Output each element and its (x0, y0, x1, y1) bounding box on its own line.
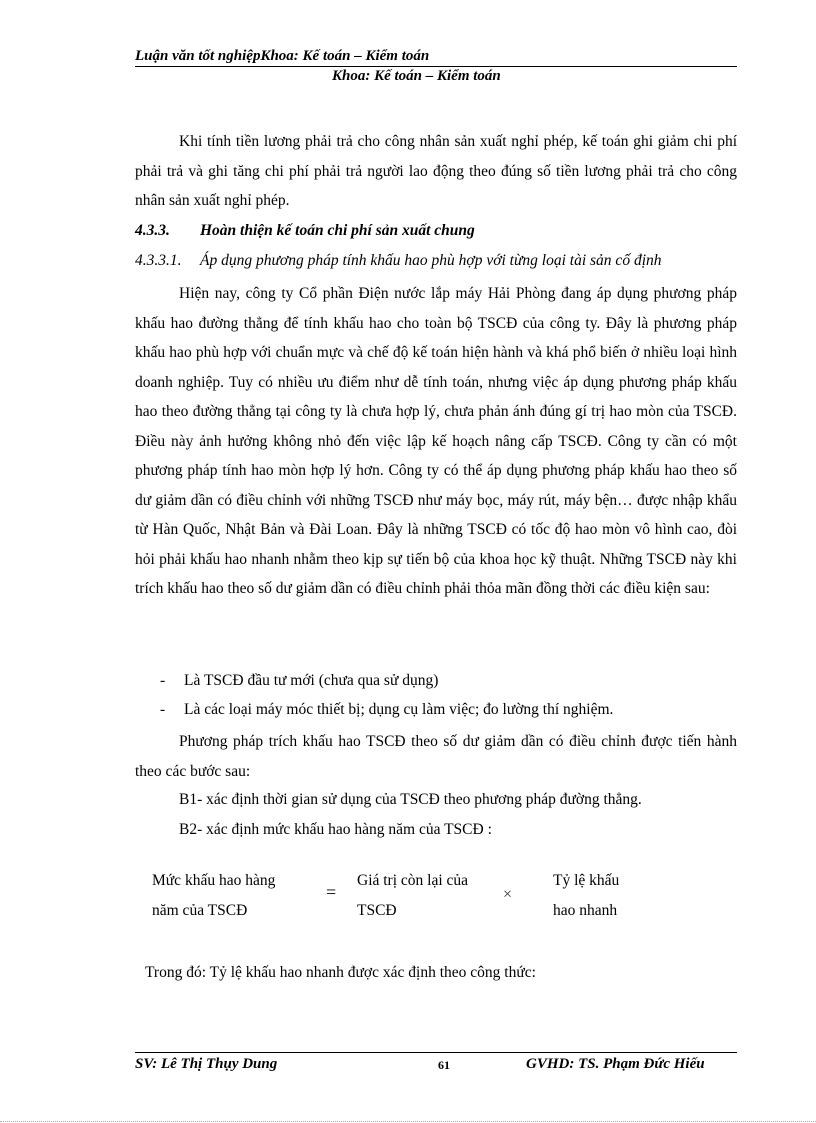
formula-mid-line1: Giá trị còn lại của (357, 872, 469, 889)
subsection-number: 4.3.3.1. (135, 252, 182, 269)
bullet-text: Là các loại máy móc thiết bị; dụng cụ làm việc; đo lường thí nghiệm. (184, 701, 614, 718)
section-heading (135, 222, 737, 240)
equals-sign: = (326, 882, 337, 902)
header-title: Luận văn tốt nghiệpKhoa: Kế toán – Kiểm toán (135, 48, 430, 64)
paragraph-4: Trong đó: Tỷ lệ khấu hao nhanh được xác định theo công thức: (145, 964, 536, 981)
formula-rhs (553, 866, 653, 926)
header-rule (135, 66, 737, 67)
page-edge (0, 1121, 816, 1122)
bullet-text: Là TSCĐ đầu tư mới (chưa qua sử dụng) (184, 672, 439, 689)
bullet-item: - Là TSCĐ đầu tư mới (chưa qua sử dụng) (160, 672, 439, 689)
section-title: Hoàn thiện kế toán chi phí sản xuất chung (200, 222, 475, 239)
section-number: 4.3.3. (135, 222, 170, 239)
formula-lhs-text: Mức khấu hao hàng (152, 872, 276, 889)
step-2: B2- xác định mức khấu hao hàng năm của TSCĐ : (179, 821, 492, 838)
paragraph-3: Phương pháp trích khấu hao TSCĐ theo số dư giảm dần có điều chỉnh được tiến hành theo các bước sau: (135, 733, 737, 780)
formula-lhs-line1 (152, 866, 312, 896)
formula-lhs-line2: năm của TSCĐ (152, 902, 248, 919)
formula-mid-line2: TSCĐ (357, 902, 397, 919)
subsection-heading (135, 252, 745, 270)
footer-student: SV: Lê Thị Thụy Dung (135, 1056, 278, 1072)
step-1: B1- xác định thời gian sử dụng của TSCĐ theo phương pháp đường thẳng. (179, 791, 642, 808)
formula-rhs-line2: hao nhanh (553, 902, 618, 919)
footer-advisor: GVHD: TS. Phạm Đức Hiếu (526, 1056, 705, 1072)
bullet-item: - Là các loại máy móc thiết bị; dụng cụ làm việc; đo lường thí nghiệm. (160, 701, 614, 718)
paragraph-1: Khi tính tiền lương phải trả cho công nhân sản xuất nghỉ phép, kế toán ghi giảm chi phí phải trả và ghi tăng chi phí phải trả người lao động theo đúng số tiền lương phải trả cho công nhân sản xuất nghỉ phép. (135, 133, 737, 209)
paragraph-2: Hiện nay, công ty Cổ phần Điện nước lắp máy Hải Phòng đang áp dụng phương pháp khấu hao đường thẳng để tính khấu hao cho toàn bộ TSCĐ của công ty. Đây là phương pháp khấu hao phù hợp với chuẩn mực và chế độ kế toán hiện hành và khá phổ biến ở nhiều loại hình doanh nghiệp. Tuy có nhiều ưu điểm như dễ tính toán, nhưng việc áp dụng phương pháp khấu hao theo đường thẳng tại công ty là chưa hợp lý, chưa phản ánh đúng gí trị hao mòn của TSCĐ. Điều này ảnh hưởng không nhỏ đến việc lập kế hoạch nâng cấp TSCĐ. Công ty cần có một phương pháp tính hao mòn hợp lý hơn. Công ty có thể áp dụng phương pháp khấu hao theo số dư giảm dần có điều chỉnh với những TSCĐ như máy bọc, máy rút, máy bện… được nhập khẩu từ Hàn Quốc, Nhật Bản và Đài Loan. Đây là những TSCĐ có tốc độ hao mòn vô hình cao, đòi hỏi phải khấu hao nhanh nhằm theo kịp sự tiến bộ của khoa học kỹ thuật. Những TSCĐ này khi trích khấu hao theo số dư giảm dần có điều chỉnh phải thỏa mãn đồng thời các điều kiện sau: (135, 285, 737, 597)
subsection-title: Áp dụng phương pháp tính khấu hao phù hợp với từng loại tài sản cố định (200, 252, 662, 269)
formula-middle (357, 866, 497, 926)
formula-lhs (152, 866, 312, 926)
footer-rule (135, 1052, 737, 1053)
page-number: 61 (438, 1058, 450, 1072)
times-sign: × (503, 886, 513, 903)
header-faculty: Khoa: Kế toán – Kiểm toán (332, 68, 501, 84)
formula-rhs-line1: Tỷ lệ khấu (553, 872, 620, 889)
